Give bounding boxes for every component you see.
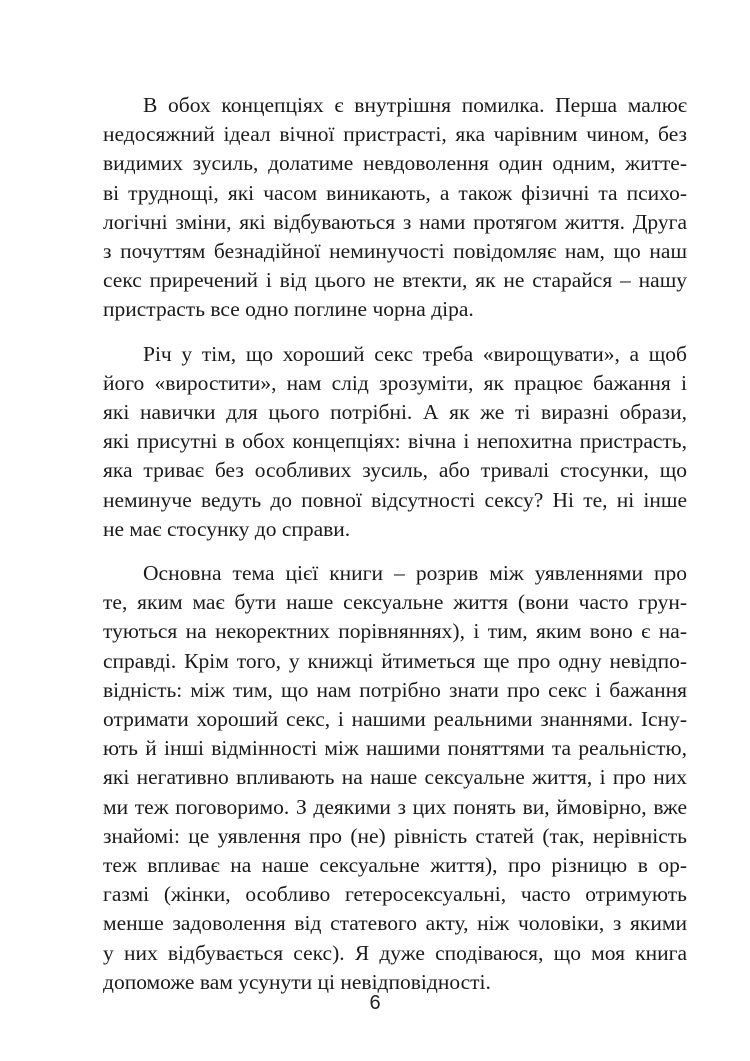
text-line: логічні зміни, які відбуваються з нами протягом життя. Друга — [103, 209, 687, 234]
text-line: газмі (жінки, особливо гетеросексуальні, часто отримують — [103, 882, 687, 907]
text-line: В обох концепціях є внутрішня помилка. Перша малює — [143, 93, 687, 117]
text-line: допоможе вам усунути ці невідповідності. — [103, 969, 491, 994]
text-line: пристрасть все одно поглине чорна діра. — [103, 297, 474, 322]
text-line: секс приречений і від цього не втекти, як не старайся – нашу — [103, 268, 687, 293]
text-line: не має стосунку до справи. — [103, 516, 351, 541]
paragraph-2 — [103, 340, 687, 544]
text-line: теж впливає на наше сексуальне життя), про різницю в ор- — [103, 853, 687, 878]
text-line: знайомі: це уявлення про (не) рівність статей (так, нерівність — [103, 823, 687, 848]
text-line: з почуттям безнадійної неминучості повідомляє нам, що наш — [103, 239, 687, 264]
text-line: які присутні в обох концепціях: вічна і непохитна пристрасть, — [103, 429, 687, 454]
text-line: відність: між тим, що нам потрібно знати про секс і бажання — [103, 677, 687, 702]
text-line: неминуче ведуть до повної відсутності сексу? Ні те, ні інше — [103, 487, 687, 512]
paragraph-3 — [103, 559, 687, 997]
text-line: те, яким має бути наше сексуальне життя (вони часто грун- — [103, 590, 687, 615]
paragraph-1 — [103, 91, 687, 325]
text-line: його «виростити», нам слід зрозуміти, як працює бажання і — [103, 370, 687, 395]
text-line: недосяжний ідеал вічної пристрасті, яка чарівним чином, без — [103, 122, 687, 147]
text-line: туються на некоректних порівняннях), і тим, яким воно є на- — [103, 619, 687, 644]
text-line: ми теж поговоримо. З деякими з цих понять ви, ймовірно, вже — [103, 794, 687, 819]
text-line: ві труднощі, які часом виникають, а також фізичні та психо- — [103, 180, 687, 205]
text-line: яка триває без особливих зусиль, або тривалі стосунки, що — [103, 458, 687, 483]
text-line: які негативно впливають на наше сексуальне життя, і про них — [103, 765, 687, 790]
text-line: менше задоволення від статевого акту, ніж чоловіки, з якими — [103, 911, 687, 936]
text-line: Річ у тім, що хороший секс треба «вирощувати», а щоб — [143, 341, 687, 366]
body-text — [103, 91, 687, 997]
text-line: отримати хороший секс, і нашими реальними знаннями. Існу- — [103, 707, 687, 732]
page-number: 6 — [369, 992, 381, 1014]
text-line: які навички для цього потрібні. А як же ті виразні образи, — [103, 400, 687, 425]
text-line: справді. Крім того, у книжці йтиметься ще про одну невідпо- — [103, 648, 687, 673]
text-line: Основна тема цієї книги – розрив між уявленнями про — [143, 561, 687, 586]
text-line: ють й інші відмінності між нашими поняттями та реальністю, — [103, 736, 687, 761]
text-line: у них відбувається секс). Я дуже сподіваюся, що моя книга — [103, 940, 687, 965]
text-line: видимих зусиль, долатиме невдоволення один одним, житте- — [103, 151, 687, 176]
